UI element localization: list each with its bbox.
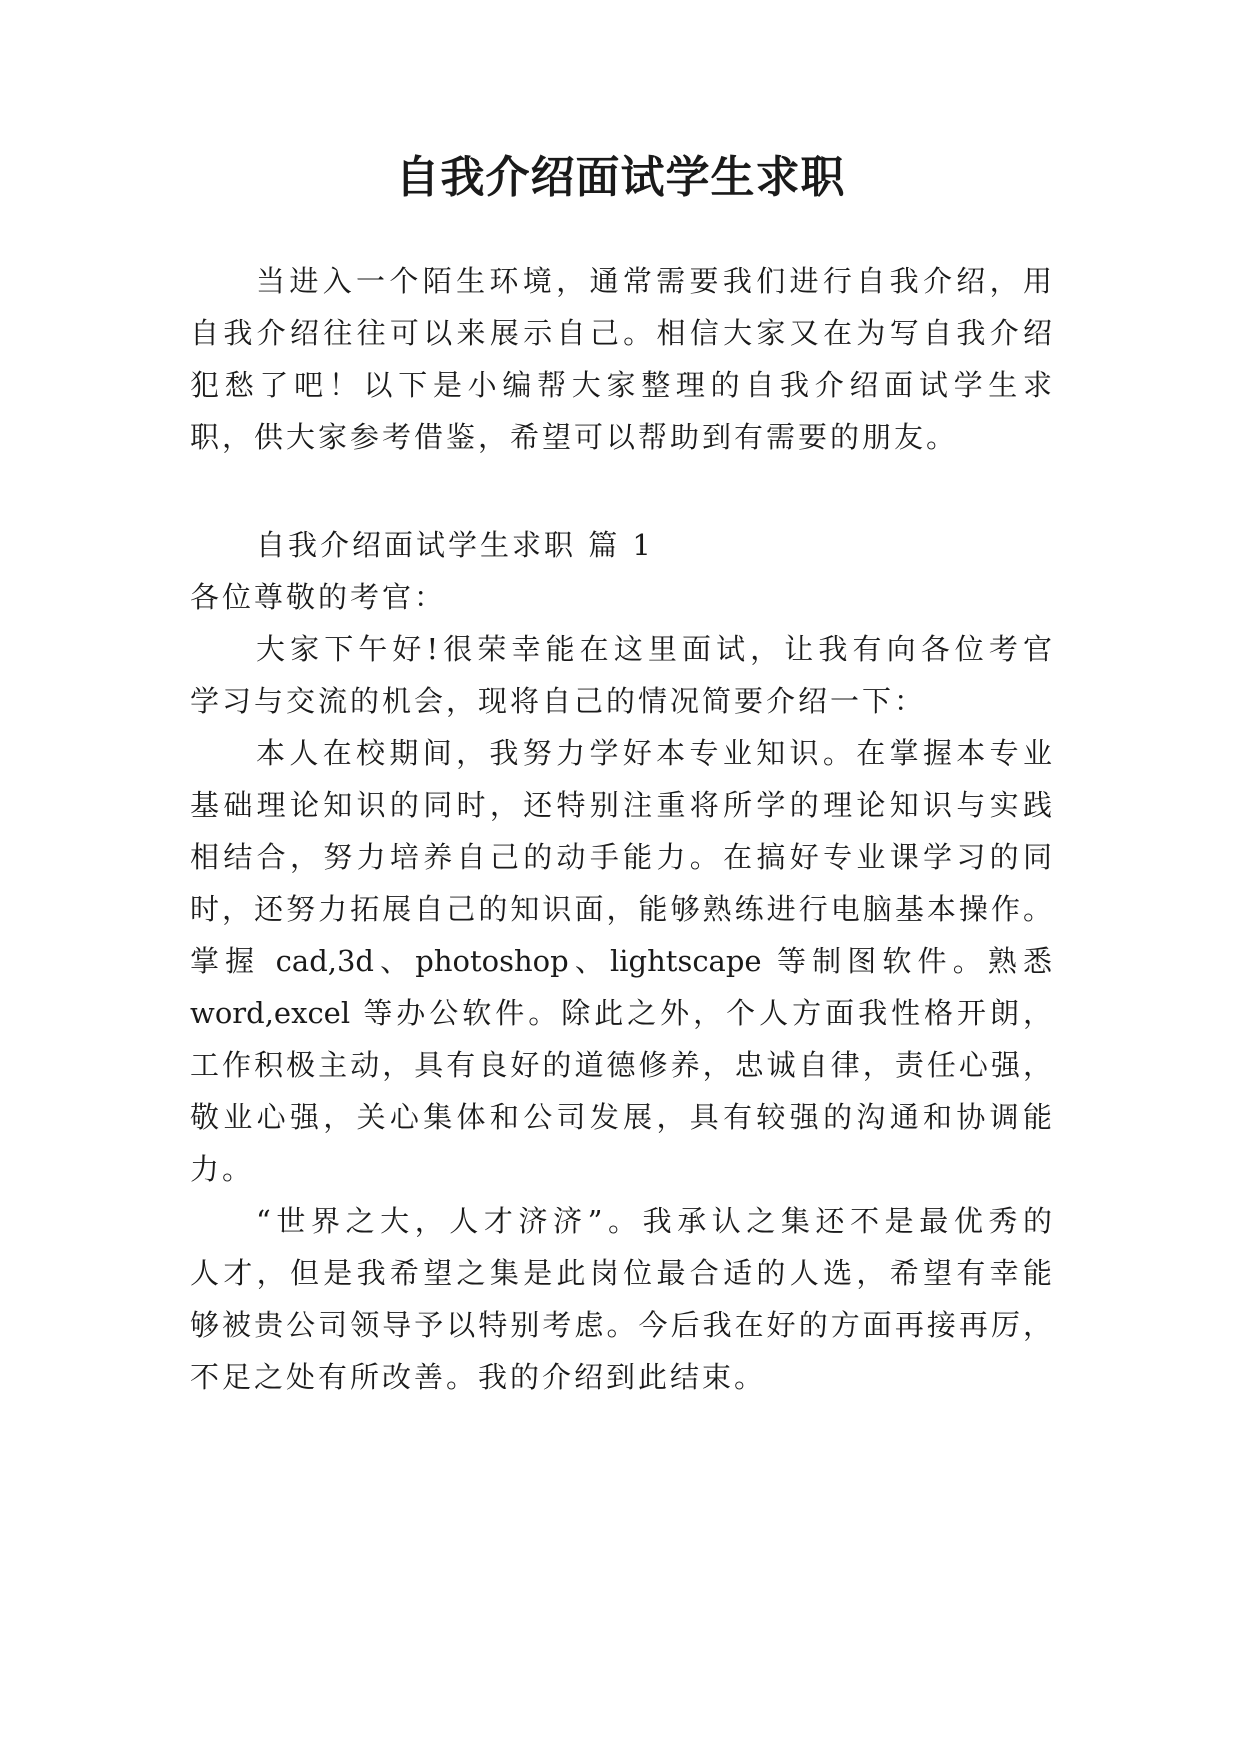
body-line: 基础理论知识的同时，还特别注重将所学的理论知识与实践: [190, 788, 1052, 822]
body-line: 大家下午好!很荣幸能在这里面试，让我有向各位考官: [256, 632, 1052, 666]
intro-line: 当进入一个陌生环境，通常需要我们进行自我介绍，用: [256, 264, 1052, 298]
body-line: 敬业心强，关心集体和公司发展，具有较强的沟通和协调能: [190, 1100, 1052, 1134]
body-line: 够被贵公司领导予以特别考虑。今后我在好的方面再接再厉，: [190, 1308, 1052, 1342]
section-heading: 自我介绍面试学生求职 篇 1: [256, 528, 654, 562]
body-line: word,excel 等办公软件。除此之外，个人方面我性格开朗，: [190, 996, 1052, 1030]
body-line: 学习与交流的机会，现将自己的情况简要介绍一下：: [190, 684, 927, 718]
body-line: 掌握 cad,3d、photoshop、lightscape 等制图软件。熟悉: [190, 944, 1052, 978]
intro-line: 自我介绍往往可以来展示自己。相信大家又在为写自我介绍: [190, 316, 1052, 350]
salutation: 各位尊敬的考官：: [190, 580, 447, 614]
body-line: 相结合，努力培养自己的动手能力。在搞好专业课学习的同: [190, 840, 1052, 874]
body-line: 时，还努力拓展自己的知识面，能够熟练进行电脑基本操作。: [190, 892, 1052, 926]
intro-line: 职，供大家参考借鉴，希望可以帮助到有需要的朋友。: [190, 420, 959, 454]
body-line: 力。: [190, 1152, 255, 1186]
body-line: 人才，但是我希望之集是此岗位最合适的人选，希望有幸能: [190, 1256, 1052, 1290]
body-line: 不足之处有所改善。我的介绍到此结束。: [190, 1360, 767, 1394]
document-title: 自我介绍面试学生求职: [395, 152, 846, 203]
body-line: 工作积极主动，具有良好的道德修养，忠诚自律，责任心强，: [190, 1048, 1052, 1082]
body-line: “世界之大，人才济济”。我承认之集还不是最优秀的: [256, 1204, 1052, 1238]
intro-line: 犯愁了吧！以下是小编帮大家整理的自我介绍面试学生求: [190, 368, 1052, 402]
body-line: 本人在校期间，我努力学好本专业知识。在掌握本专业: [256, 736, 1052, 770]
